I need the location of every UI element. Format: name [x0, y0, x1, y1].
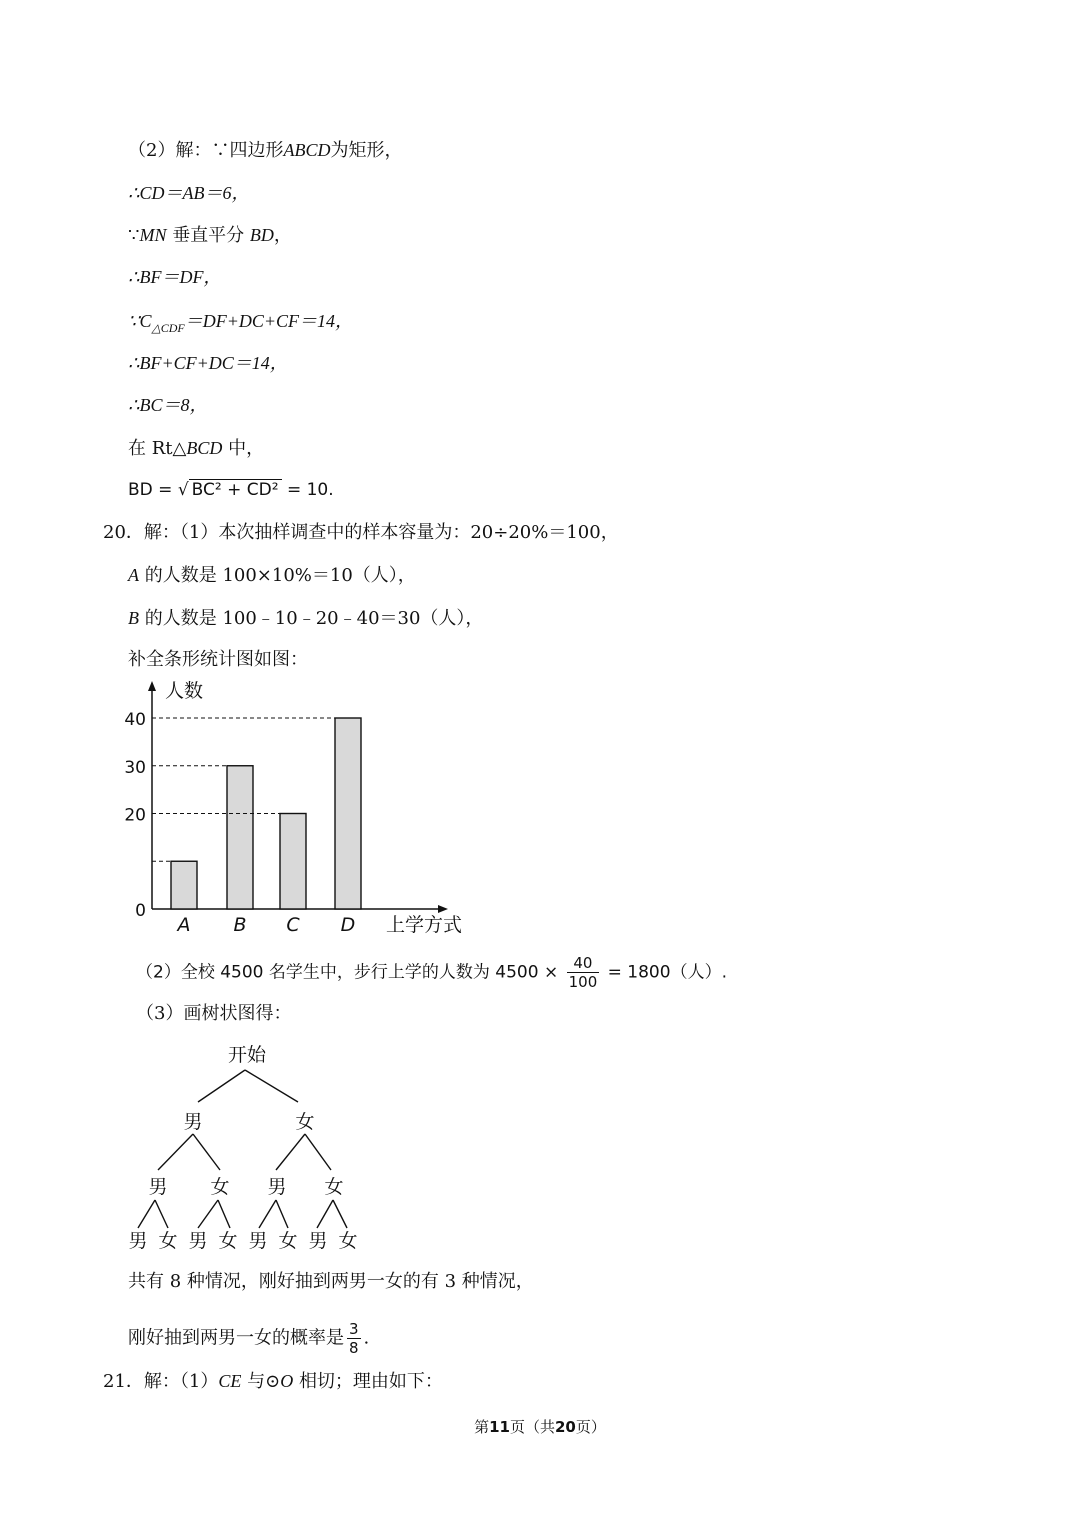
fraction-40-100: $\frac{40}{100}$	[568, 954, 598, 991]
line-sum: ∴BF+CF+DC＝14，	[128, 353, 288, 373]
line-rectangle: （2）解：∵四边形ABCD为矩形，	[128, 140, 403, 161]
bar-chart	[110, 675, 490, 940]
line-walk-count: （2）全校 4500 名学生中，步行上学的人数为 4500 × $\frac{40}{100}$ = 1800（人）.	[136, 954, 727, 991]
tree-l3-node: 女	[158, 1230, 178, 1252]
tree-l3-node: 男	[128, 1230, 148, 1252]
tree-l1-node: 男	[183, 1111, 203, 1133]
y-tick-label: 20	[124, 805, 146, 826]
line-a-count: A 的人数是 100×10%＝10（人），	[128, 565, 416, 586]
line-rt-triangle: 在 Rt△BCD 中，	[128, 438, 265, 459]
tree-l1-node: 女	[295, 1111, 315, 1133]
question-20-heading: 20．解：（1）本次抽样调查中的样本容量为：20÷20%＝100，	[103, 522, 619, 543]
bar-C	[280, 814, 306, 910]
tree-l3-node: 男	[248, 1230, 268, 1252]
x-axis-arrow-icon	[438, 905, 448, 913]
line-total-cases: 共有 8 种情况，刚好抽到两男一女的有 3 种情况，	[128, 1271, 534, 1292]
line-chart-intro: 补全条形统计图如图：	[128, 649, 308, 670]
tree-l3-node: 男	[188, 1230, 208, 1252]
tree-diagram	[118, 1036, 378, 1256]
page-footer: 第11页（共20页）	[474, 1418, 606, 1436]
tree-l2-node: 女	[324, 1176, 344, 1198]
tree-l2-node: 女	[210, 1176, 230, 1198]
tree-root: 开始	[227, 1044, 267, 1066]
tree-l3-node: 男	[308, 1230, 328, 1252]
bar-A	[171, 861, 197, 909]
line-cd-ab: ∴CD＝AB＝6，	[128, 183, 250, 203]
y-axis-arrow-icon	[148, 681, 156, 691]
x-tick-label: D	[340, 914, 356, 936]
line-bf-df: ∴BF＝DF，	[128, 267, 222, 287]
y-tick-label: 0	[135, 901, 146, 921]
question-21-heading: 21．解：（1）CE 与⊙O 相切；理由如下：	[103, 1371, 443, 1392]
tree-l2-node: 男	[267, 1176, 287, 1198]
line-mn-bisect: ∵MN 垂直平分 BD，	[128, 225, 292, 246]
tree-branches	[138, 1070, 347, 1228]
tree-l3-node: 女	[338, 1230, 358, 1252]
tree-l3-node: 女	[278, 1230, 298, 1252]
fraction-3-8: $\frac{3}{8}$	[349, 1320, 359, 1357]
line-bd-formula: BD = √ BC² + CD² = 10.	[128, 480, 334, 500]
tree-l2-node: 男	[148, 1176, 168, 1198]
x-axis-label: 上学方式	[386, 914, 463, 936]
x-tick-label: C	[286, 914, 300, 936]
y-tick-label: 30	[124, 757, 146, 778]
tree-l3-node: 女	[218, 1230, 238, 1252]
bar-B	[227, 766, 253, 909]
y-tick-label: 40	[124, 710, 146, 730]
x-tick-label: B	[233, 914, 247, 936]
line-probability: 刚好抽到两男一女的概率是 $\frac{3}{8}$ .	[128, 1320, 370, 1357]
line-tree-intro: （3）画树状图得：	[136, 1003, 292, 1024]
bar-D	[335, 718, 361, 909]
line-b-count: B 的人数是 100﹣10﹣20﹣40＝30（人），	[128, 608, 484, 629]
line-bc: ∴BC＝8，	[128, 395, 208, 415]
line-perimeter: $\because C_{\triangle CDF}=DF+DC+CF=14$，	[128, 311, 353, 335]
x-tick-label: A	[177, 914, 191, 936]
y-axis-label: 人数	[165, 680, 204, 702]
